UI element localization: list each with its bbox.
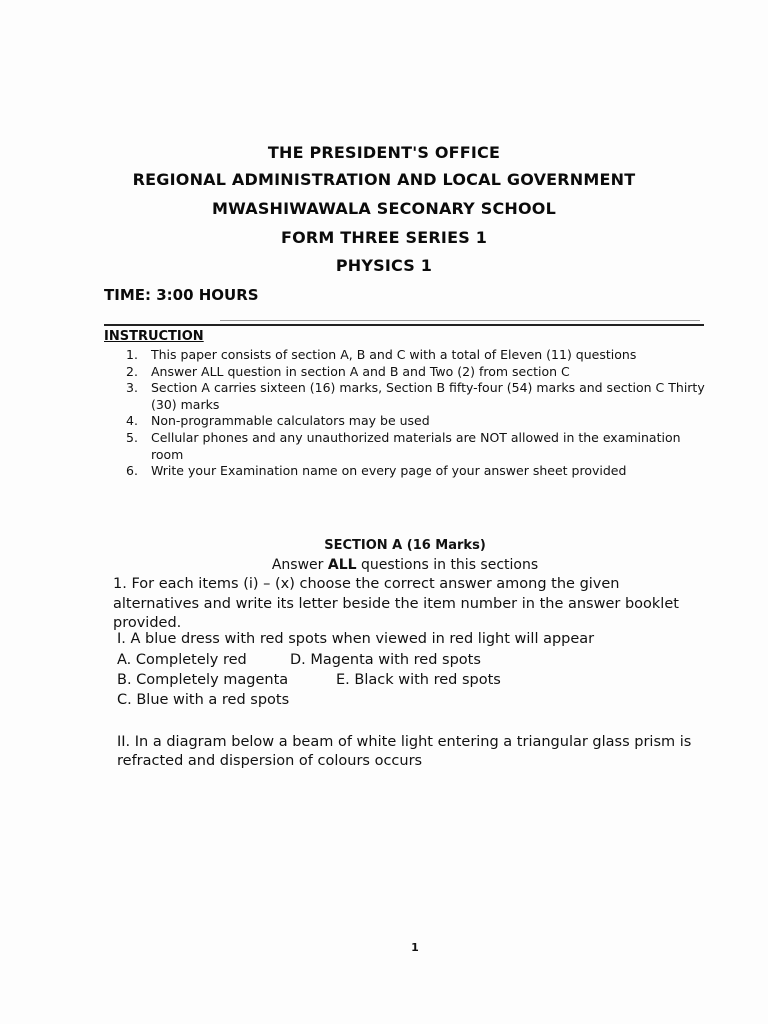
instruction-item bbox=[126, 430, 706, 463]
instruction-text: Cellular phones and any unauthorized materials are NOT allowed in the examination room bbox=[151, 429, 681, 462]
instruction-number: 6. bbox=[126, 463, 138, 479]
instruction-item bbox=[126, 380, 706, 413]
faint-divider bbox=[220, 320, 700, 321]
header-line-5: PHYSICS 1 bbox=[335, 256, 433, 275]
instruction-number: 1. bbox=[126, 347, 138, 362]
instruction-list bbox=[126, 347, 706, 480]
header-line-1: THE PRESIDENT'S OFFICE bbox=[267, 143, 501, 162]
section-a-title: SECTION A (16 Marks) bbox=[324, 538, 486, 553]
question-1-stem: 1. For each items (i) – (x) choose the correct answer among the given alternatives and write its letter beside the item number in the answer booklet provided. bbox=[113, 576, 679, 631]
instruction-number: 3. bbox=[126, 380, 138, 396]
option-a: A. Completely red bbox=[117, 652, 247, 668]
instruction-item bbox=[126, 364, 706, 381]
exam-time: TIME: 3:00 HOURS bbox=[104, 286, 259, 304]
option-d: D. Magenta with red spots bbox=[290, 652, 481, 668]
header-line-4: FORM THREE SERIES 1 bbox=[280, 228, 488, 247]
question-1-item-ii: II. In a diagram below a beam of white light entering a triangular glass prism is refracted and dispersion of colours occurs bbox=[117, 734, 692, 769]
instruction-item bbox=[126, 413, 706, 430]
page-number: 1 bbox=[411, 941, 419, 954]
divider-line bbox=[104, 324, 704, 326]
instruction-number: 4. bbox=[126, 413, 138, 429]
instruction-item bbox=[126, 463, 706, 480]
instruction-number: 5. bbox=[126, 429, 138, 445]
option-c: C. Blue with a red spots bbox=[117, 692, 290, 708]
option-b: B. Completely magenta bbox=[117, 672, 289, 688]
section-a-subtitle bbox=[0, 557, 768, 573]
instruction-text: Answer ALL question in section A and B and Two (2) from section C bbox=[151, 363, 570, 379]
subtitle-pre: Answer bbox=[271, 557, 328, 573]
instruction-text: This paper consists of section A, B and C with a total of Eleven (11) questions bbox=[151, 347, 637, 362]
question-1-item-i: I. A blue dress with red spots when viewed in red light will appear bbox=[117, 631, 595, 647]
instruction-text: Section A carries sixteen (16) marks, Section B fifty-four (54) marks and section C Thirty (30) marks bbox=[151, 380, 705, 412]
subtitle-post: questions in this sections bbox=[356, 557, 539, 573]
header-line-3: MWASHIWAWALA SECONARY SCHOOL bbox=[212, 199, 556, 218]
instruction-number: 2. bbox=[126, 363, 138, 379]
subtitle-bold: ALL bbox=[327, 557, 357, 573]
option-e: E. Black with red spots bbox=[336, 672, 501, 688]
instruction-text: Write your Examination name on every page of your answer sheet provided bbox=[151, 463, 627, 479]
header-line-2: REGIONAL ADMINISTRATION AND LOCAL GOVERNMENT bbox=[132, 170, 636, 189]
instruction-title: INSTRUCTION bbox=[104, 329, 204, 344]
instruction-text: Non-programmable calculators may be used bbox=[151, 413, 430, 429]
instruction-item bbox=[126, 347, 706, 364]
